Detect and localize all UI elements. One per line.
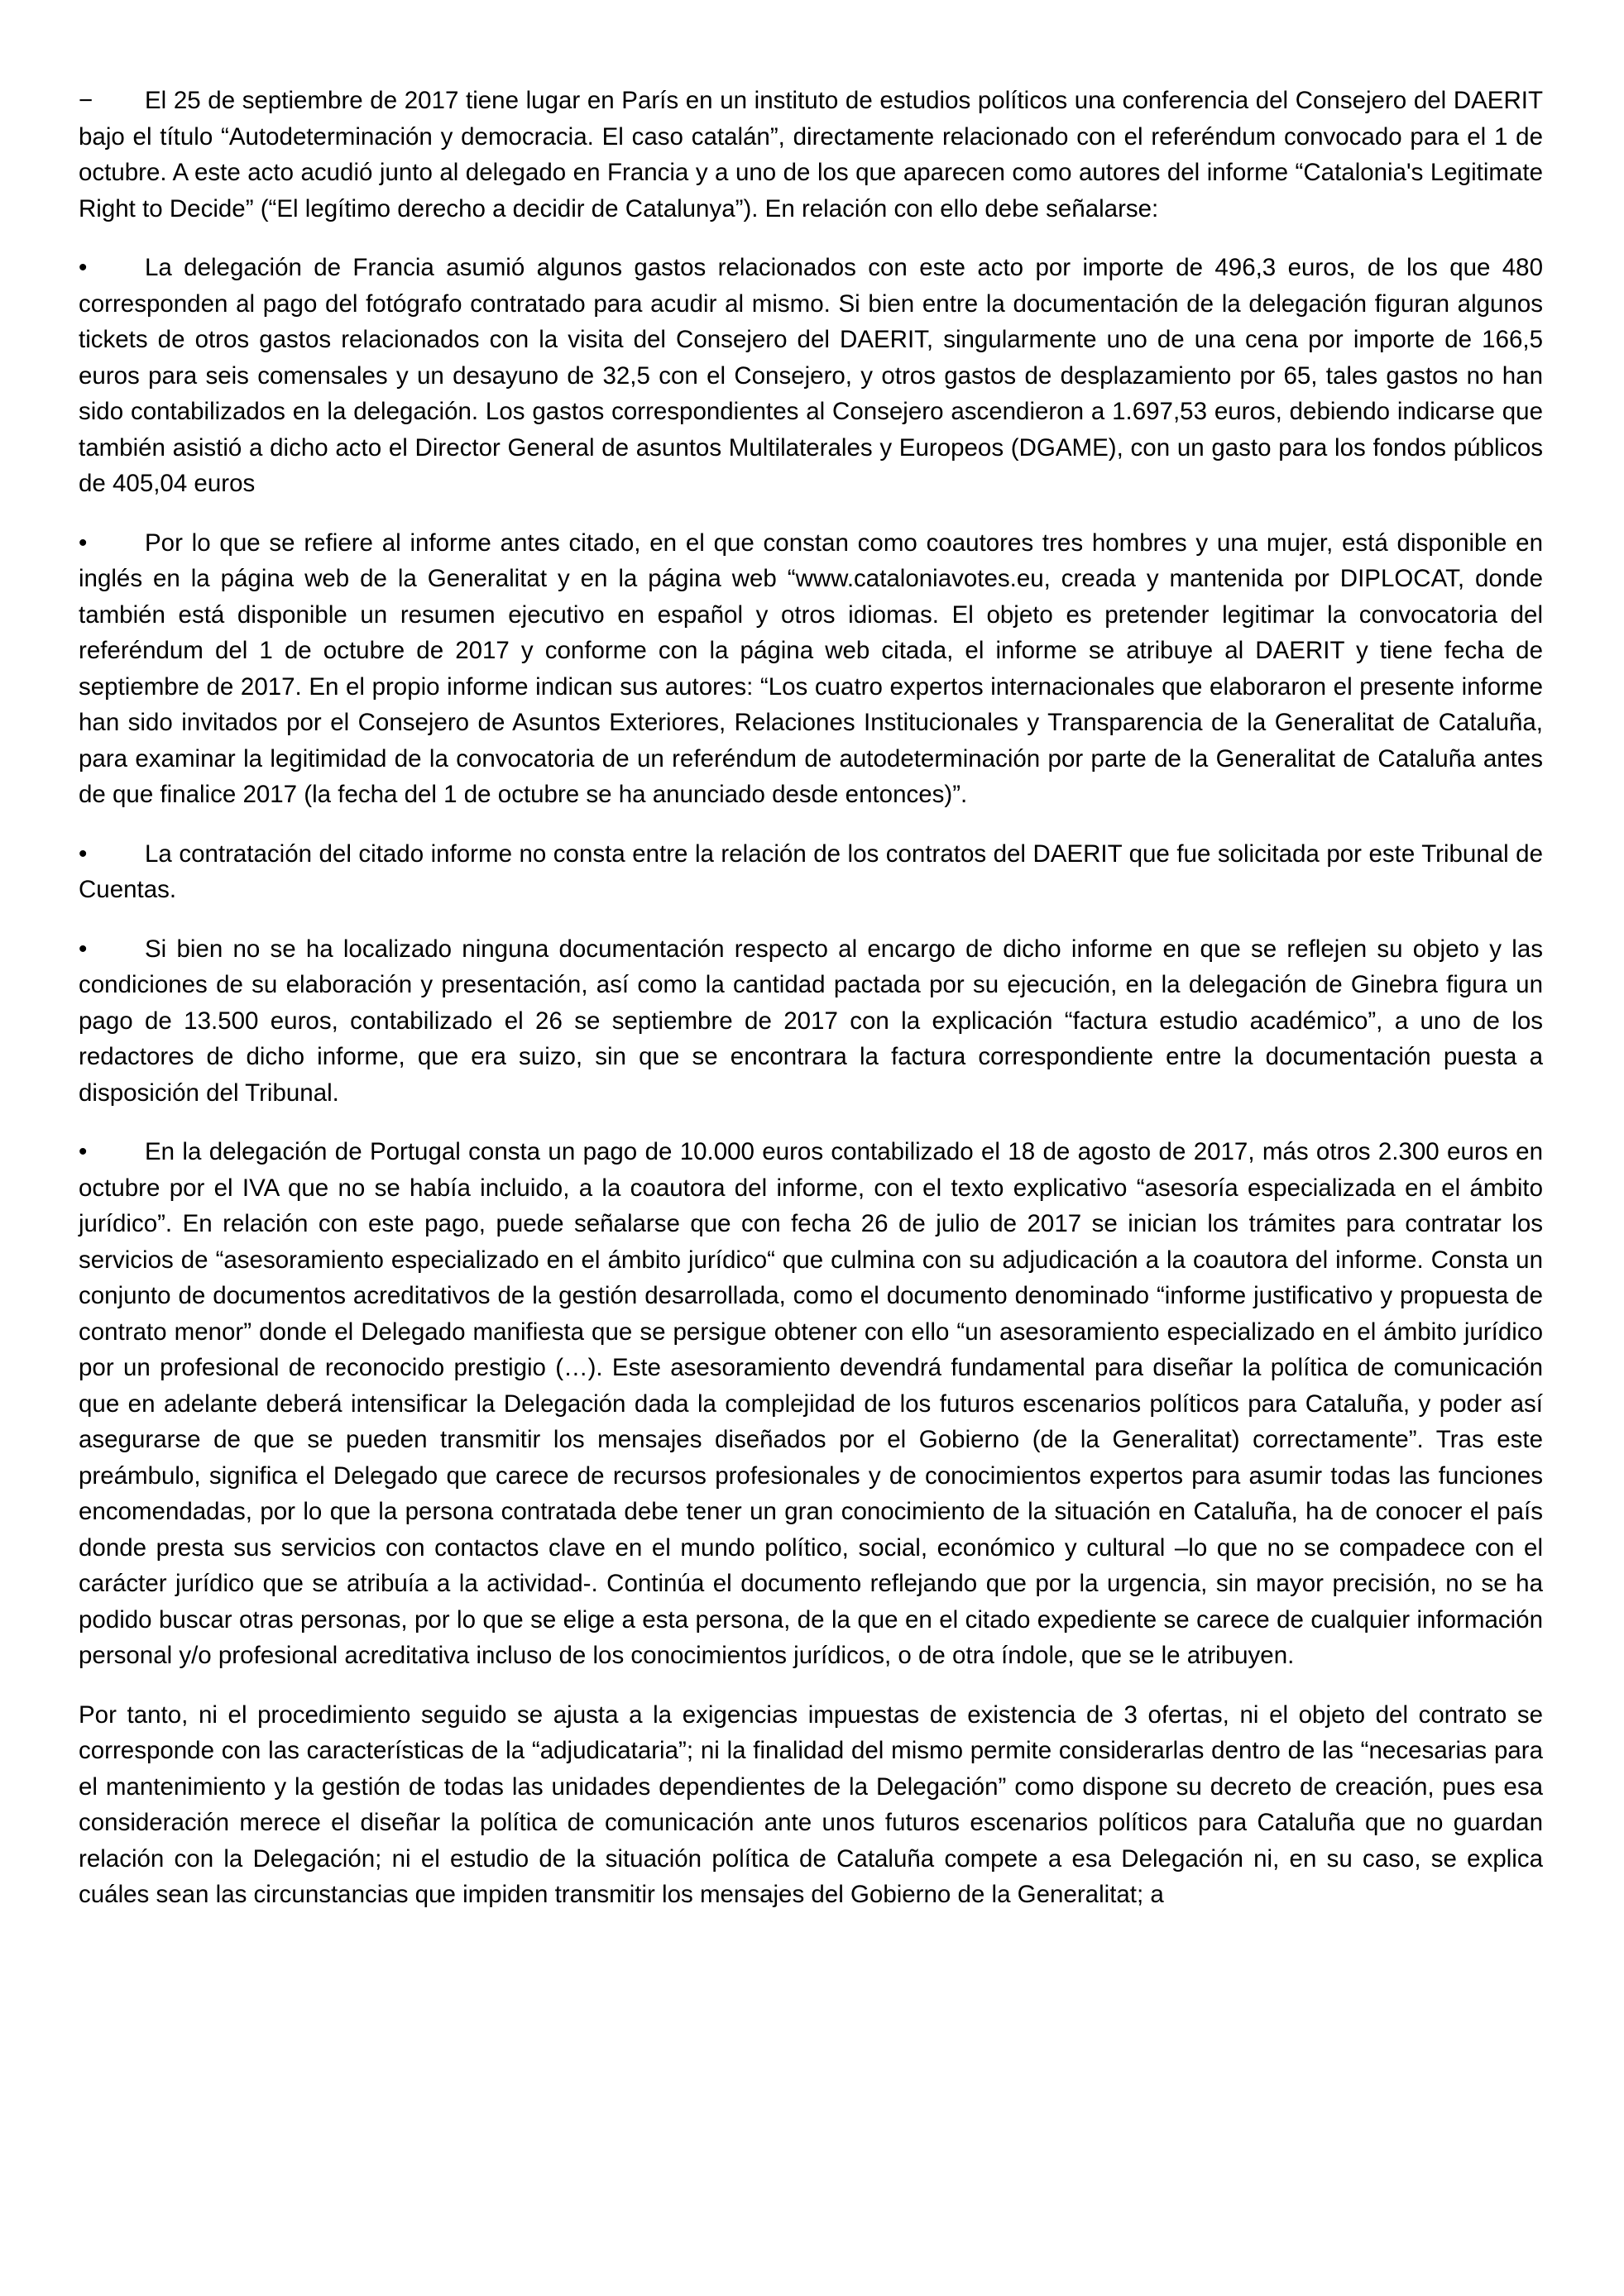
paragraph-text: El 25 de septiembre de 2017 tiene lugar en París en un instituto de estudios políticos una conferencia del Consejero del DAERIT bajo el título “Autodeterminación y democracia. El caso catalán”, directamente relacionado con el referéndum convocado para el 1 de octubre. A este acto acudió junto al delegado en Francia y a uno de los que aparecen como autores del informe “Catalonia's Legitimate Right to Decide” (“El legítimo derecho a decidir de Catalunya”). En relación con ello debe señalarse: bbox=[79, 87, 1543, 222]
bullet-paragraph bbox=[79, 525, 1543, 813]
bullet-paragraph bbox=[79, 250, 1543, 502]
bullet-marker: • bbox=[79, 529, 88, 557]
bullet-paragraph bbox=[79, 1134, 1543, 1674]
bullet-marker: • bbox=[79, 254, 88, 281]
bullet-paragraph bbox=[79, 836, 1543, 908]
paragraph-text: Si bien no se ha localizado ninguna documentación respecto al encargo de dicho informe en que se reflejen su objeto y las condiciones de su elaboración y presentación, así como la cantidad pactada por su ejecución, en la delegación de Ginebra figura un pago de 13.500 euros, contabilizado el 26 se septiembre de 2017 con la explicación “factura estudio académico”, a uno de los redactores de dicho informe, que era suizo, sin que se encontrara la factura correspondiente entre la documentación puesta a disposición del Tribunal. bbox=[79, 935, 1543, 1107]
bullet-marker: • bbox=[79, 935, 88, 963]
bullet-marker: • bbox=[79, 1138, 88, 1165]
paragraph-text: Por tanto, ni el procedimiento seguido se ajusta a la exigencias impuestas de existencia de 3 ofertas, ni el objeto del contrato se corresponde con las características de la “adjudicataria”; ni la finalidad del mismo permite considerarlas dentro de las “necesarias para el mantenimiento y la gestión de todas las unidades dependientes de la Delegación” como dispone su decreto de creación, pues esa consideración merece el diseñar la política de comunicación ante unos futuros escenarios políticos para Cataluña que no guardan relación con la Delegación; ni el estudio de la situación política de Cataluña compete a esa Delegación ni, en su caso, se explica cuáles sean las circunstancias que impiden transmitir los mensajes del Gobierno de la Generalitat; a bbox=[79, 1700, 1543, 1908]
closing-paragraph bbox=[79, 1697, 1543, 1913]
dash-marker: − bbox=[79, 87, 93, 114]
paragraph-text: La delegación de Francia asumió algunos gastos relacionados con este acto por importe de 496,3 euros, de los que 480 corresponden al pago del fotógrafo contratado para acudir al mismo. Si bien entre la documentación de la delegación figuran algunos tickets de otros gastos relacionados con la visita del Consejero del DAERIT, singularmente uno de una cena por importe de 166,5 euros para seis comensales y un desayuno de 32,5 con el Consejero, y otros gastos de desplazamiento por 65, tales gastos no han sido contabilizados en la delegación. Los gastos correspondientes al Consejero ascendieron a 1.697,53 euros, debiendo indicarse que también asistió a dicho acto el Director General de asuntos Multilaterales y Europeos (DGAME), con un gasto para los fondos públicos de 405,04 euros bbox=[79, 254, 1543, 497]
dash-paragraph bbox=[79, 83, 1543, 227]
paragraph-text: La contratación del citado informe no consta entre la relación de los contratos del DAERIT que fue solicitada por este Tribunal de Cuentas. bbox=[79, 839, 1543, 903]
bullet-paragraph bbox=[79, 931, 1543, 1112]
bullet-marker: • bbox=[79, 839, 88, 868]
paragraph-text: Por lo que se refiere al informe antes citado, en el que constan como coautores tres hombres y una mujer, está disponible en inglés en la página web de la Generalitat y en la página web “www.cataloniavotes.eu, creada y mantenida por DIPLOCAT, donde también está disponible un resumen ejecutivo en español y otros idiomas. El objeto es pretender legitimar la convocatoria del referéndum del 1 de octubre de 2017 y conforme con la página web citada, el informe se atribuye al DAERIT y tiene fecha de septiembre de 2017. En el propio informe indican sus autores: “Los cuatro expertos internacionales que elaboraron el presente informe han sido invitados por el Consejero de Asuntos Exteriores, Relaciones Institucionales y Transparencia de la Generalitat de Cataluña, para examinar la legitimidad de la convocatoria de un referéndum de autodeterminación por parte de la Generalitat de Cataluña antes de que finalice 2017 (la fecha del 1 de octubre se ha anunciado desde entonces)”. bbox=[79, 529, 1543, 808]
paragraph-text: En la delegación de Portugal consta un pago de 10.000 euros contabilizado el 18 de agosto de 2017, más otros 2.300 euros en octubre por el IVA que no se había incluido, a la coautora del informe, con el texto explicativo “asesoría especializada en el ámbito jurídico”. En relación con este pago, puede señalarse que con fecha 26 de julio de 2017 se inician los trámites para contratar los servicios de “asesoramiento especializado en el ámbito jurídico“ que culmina con su adjudicación a la coautora del informe. Consta un conjunto de documentos acreditativos de la gestión desarrollada, como el documento denominado “informe justificativo y propuesta de contrato menor” donde el Delegado manifiesta que se persigue obtener con ello “un asesoramiento especializado en el ámbito jurídico por un profesional de reconocido prestigio (…). Este asesoramiento devendrá fundamental para diseñar la política de comunicación que en adelante deberá intensificar la Delegación dada la complejidad de los futuros escenarios políticos para Cataluña, y poder así asegurarse de que se pueden transmitir los mensajes diseñados por el Gobierno (de la Generalitat) correctamente”. Tras este preámbulo, significa el Delegado que carece de recursos profesionales y de conocimientos expertos para asumir todas las funciones encomendadas, por lo que la persona contratada debe tener un gran conocimiento de la situación en Cataluña, ha de conocer el país donde presta sus servicios con contactos clave en el mundo político, social, económico y cultural –lo que no se compadece con el carácter jurídico que se atribuía a la actividad-. Continúa el documento reflejando que por la urgencia, sin mayor precisión, no se ha podido buscar otras personas, por lo que se elige a esta persona, de la que en el citado expediente se carece de cualquier información personal y/o profesional acreditativa incluso de los conocimientos jurídicos, o de otra índole, que se le atribuyen. bbox=[79, 1138, 1543, 1669]
